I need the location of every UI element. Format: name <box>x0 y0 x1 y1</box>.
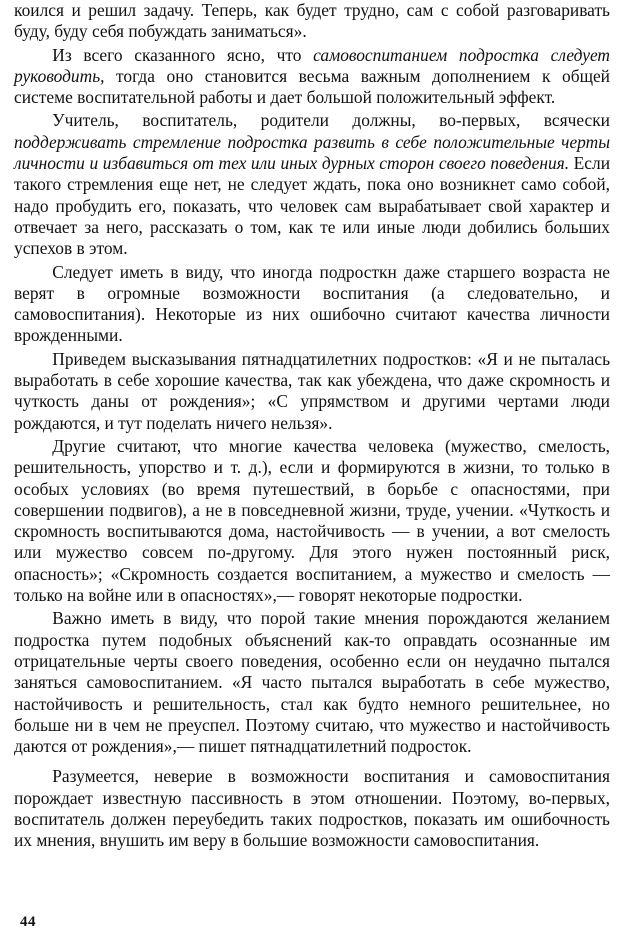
paragraph <box>14 110 610 259</box>
paragraph <box>14 45 610 109</box>
paragraph-text: Важно иметь в виду, что порой такие мнения порождаются желанием подростка путем подобных объяснений как-то оправдать осознанные им отрицательные черты своего поведения, особенно если он неудачно пытался заняться самовоспитанием. «Я часто пытался выработать в себе мужество, настойчивость и решительность, стал как будто немного решительнее, но больше ни в чем не преуспел. Поэтому считаю, что мужество и настойчивость даются от рождения»,— пишет пятнадцатилетний подросток. <box>14 608 610 757</box>
paragraph-text: тогда оно становится весьма важным дополнением к общей системе воспитательной работы и дает большой положительный эффект. <box>14 65 610 108</box>
page-body-text <box>14 0 610 852</box>
page-number: 44 <box>20 914 36 930</box>
paragraph-text: Следует иметь в виду, что иногда подросткн даже старшего возраста не верят в огромные возможности воспитания (а следовательно, и самовоспитания). Некоторые из них ошибочно считают качества личности врожденными. <box>14 261 610 346</box>
paragraph <box>14 262 610 347</box>
paragraph-text: Если такого стремления еще нет, не следует ждать, пока оно возникнет само собой, надо пробудить его, показать, что человек сам вырабатывает свой характер и отвечает за него, рассказать о том, как те или иные люди добились больших успехов в этом. <box>14 153 610 259</box>
paragraph-text: Учитель, воспитатель, родители должны, во-первых, всячески <box>52 110 610 131</box>
paragraph <box>14 766 610 851</box>
paragraph-text: Из всего сказанного ясно, что <box>52 44 314 65</box>
paragraph <box>14 349 610 434</box>
paragraph <box>14 608 610 757</box>
paragraph-text: коился и решил задачу. Теперь, как будет трудно, сам с собой разговаривать буду, буду себя побуждать заниматься». <box>14 0 610 42</box>
paragraph-text: Другие считают, что многие качества человека (мужество, смелость, решительность, упорство и т. д.), если и формируются в жизни, то только в особых условиях (во время путешествий, в борьбе с опасностями, при совершении подвигов), а не в повседневной жизни, труде, учении. «Чуткость и скромность воспитываются дома, настойчивость — в учении, а вот смелость или мужество совсем по-другому. Для этого нужен постоянный риск, опасность»; «Скромность создается воспитанием, а мужество и смелость — только на войне или в опасностях»,— говорят некоторые подростки. <box>14 435 610 606</box>
italic-emphasis-text: поддерживать стремление подростка развить в себе положительные черты личности и избавиться от тех или иных дурных сторон своего поведения. <box>14 131 610 174</box>
book-page <box>14 0 610 942</box>
paragraph <box>14 0 610 43</box>
paragraph-text: Приведем высказывания пятнадцатилетних подростков: «Я и не пыталась выработать в себе хорошие качества, так как убеждена, что даже скромность и чуткость даны от рождения»; «С упрямством и другими чертами люди рождаются, и тут поделать ничего нельзя». <box>14 348 610 433</box>
paragraph-text: Разумеется, неверие в возможности воспитания и самовоспитания порождает известную пассивность в этом отношении. Поэтому, во-первых, воспитатель должен переубедить таких подростков, показать им ошибочность их мнения, внушить им веру в большие возможности самовоспитания. <box>14 766 610 851</box>
paragraph <box>14 436 610 606</box>
italic-emphasis-text: самовоспитанием подростка следует руководить, <box>14 44 610 86</box>
